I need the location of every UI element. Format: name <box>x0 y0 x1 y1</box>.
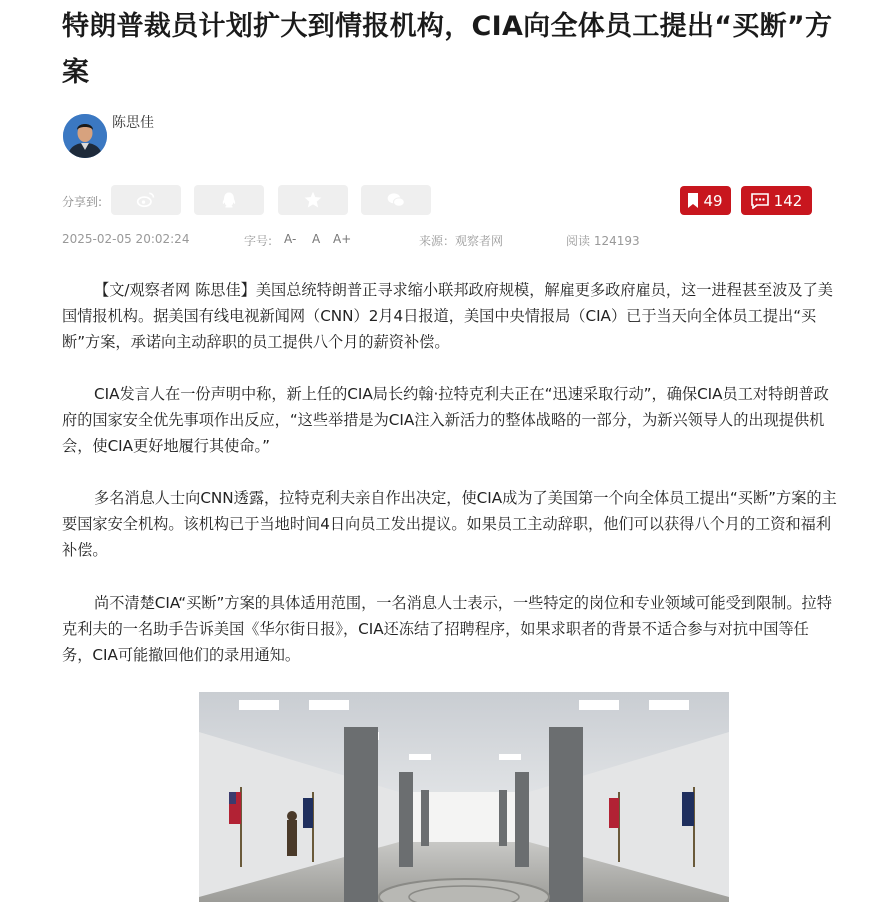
font-size-default-button[interactable]: A <box>312 232 321 246</box>
comment-count: 142 <box>773 191 803 210</box>
comment-button[interactable] <box>741 186 812 215</box>
avatar-photo <box>63 114 107 158</box>
author-avatar[interactable] <box>63 114 107 158</box>
font-size-decrease-button[interactable]: A- <box>284 232 297 246</box>
share-qq-button[interactable] <box>194 185 264 215</box>
cia-lobby-photo <box>199 692 729 902</box>
article-paragraph: CIA发言人在一份声明中称，新上任的CIA局长约翰·拉特克利夫正在“迅速采取行动”，确保CIA员工对特朗普政府的国家安全优先事项作出反应，“这些举措是为CIA注入新活力的整体战略的一部分，为新兴领导人的出现提供机会，使CIA更好地履行其使命。” <box>62 385 829 455</box>
font-size-label: 字号: <box>244 234 273 248</box>
bookmark-icon <box>688 193 698 208</box>
bookmark-button[interactable] <box>680 186 731 215</box>
article-source: 来源：观察者网 <box>419 234 504 248</box>
article-paragraph: 尚不清楚CIA“买断”方案的具体适用范围，一名消息人士表示，一些特定的岗位和专业领域可能受到限制。拉特克利夫的一名助手告诉美国《华尔街日报》，CIA还冻结了招聘程序，如果求职者的背景不适合参与对抗中国等任务，CIA可能撤回他们的录用通知。 <box>62 594 832 664</box>
share-qzone-button[interactable] <box>278 185 348 215</box>
share-weibo-button[interactable] <box>111 185 181 215</box>
wechat-icon <box>386 190 406 210</box>
share-wechat-button[interactable] <box>361 185 431 215</box>
weibo-icon <box>136 190 156 210</box>
publish-date: 2025-02-05 20:02:24 <box>62 232 190 246</box>
view-count: 阅读 124193 <box>566 234 640 248</box>
article-paragraph: 多名消息人士向CNN透露，拉特克利夫亲自作出决定，使CIA成为了美国第一个向全体员工提出“买断”方案的主要国家安全机构。该机构已于当地时间4日向员工发出提议。如果员工主动辞职，他们可以获得八个月的工资和福利补偿。 <box>62 489 837 559</box>
article-paragraph: 【文/观察者网 陈思佳】美国总统特朗普正寻求缩小联邦政府规模，解雇更多政府雇员，这一进程甚至波及了美国情报机构。据美国有线电视新闻网（CNN）2月4日报道，美国中央情报局（CIA）已于当天向全体员工提出“买断”方案，承诺向主动辞职的员工提供八个月的薪资补偿。 <box>62 281 833 351</box>
article-title: 特朗普裁员计划扩大到情报机构，CIA向全体员工提出“买断”方案 <box>62 11 833 88</box>
font-size-increase-button[interactable]: A+ <box>333 232 352 246</box>
share-label: 分享到: <box>62 195 103 209</box>
article-image <box>199 692 729 902</box>
qq-icon <box>219 190 239 210</box>
author-name[interactable]: 陈思佳 <box>112 115 154 131</box>
comment-icon <box>751 193 769 209</box>
bookmark-count: 49 <box>703 191 723 210</box>
qzone-icon <box>303 190 323 210</box>
